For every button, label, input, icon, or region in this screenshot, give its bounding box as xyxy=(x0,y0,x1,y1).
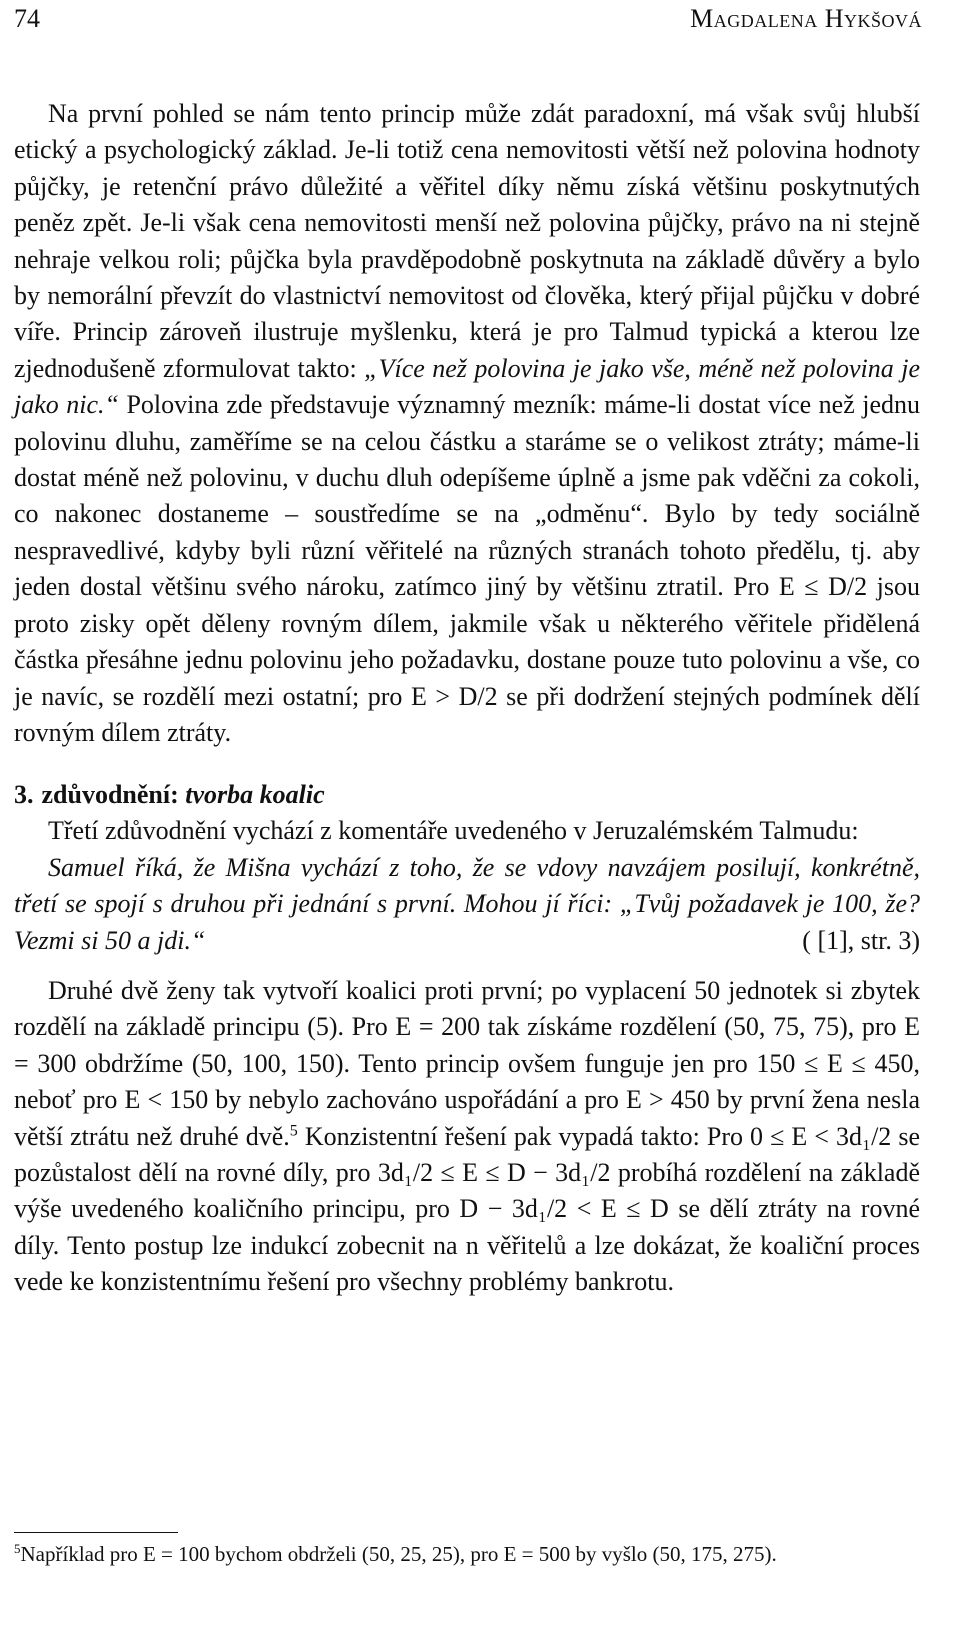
running-head-author: Magdalena Hykšová xyxy=(690,4,922,33)
paragraph-text-continued: Polovina zde představuje významný mezník: máme-li dostat více než jednu polovinu dluhu, zaměříme se na celou částku a staráme se o velikost ztráty; máme-li dostat méně než polovinu, v duchu dluh odepíšeme úplně a jsme pak vděčni za cokoli, co nakonec dostaneme – soustředíme se na „odměnu“. Bylo by tedy sociálně nespravedlivé, kdyby byli různí věřitelé na různých stranách tohoto předělu, tj. aby jeden dostal většinu svého nároku, zatímco jiný by většinu ztratil. Pro E ≤ D/2 jsou proto zisky opět děleny rovným dílem, jakmile však u některého věřitele přidělená částka přesáhne jednu polovinu jeho požadavku, dostane pouze tuto polovinu a vše, co je navíc, se rozdělí mezi ostatní; pro E > D/2 se při dodržení stejných podmínek dělí rovným dílem ztráty. xyxy=(14,390,920,747)
talmud-quote xyxy=(14,850,920,959)
running-header xyxy=(14,4,922,34)
paragraph-text-continued: Konzistentní řešení pak vypadá takto: Pro 0 ≤ E < 3d₁/2 se pozůstalost dělí na rovné díly, pro 3d₁/2 ≤ E ≤ D − 3d₁/2 probíhá rozdělení na základě výše uvedeného koaličního principu, pro D − 3d₁/2 < E ≤ D se dělí ztráty na rovné díly. Tento postup lze indukcí zobecnit na n věřitelů a lze dokázat, že koaliční proces vede ke konzistentnímu řešení pro všechny problémy bankrotu. xyxy=(14,1121,920,1297)
paragraph-text: Na první pohled se nám tento princip může zdát paradoxní, má však svůj hlubší etický a psychologický základ. Je-li totiž cena nemovitosti větší než polovina hodnoty půjčky, je retenční právo důležité a věřitel díky němu získá většinu poskytnutých peněz zpět. Je-li však cena nemovitosti menší než polovina půjčky, právo na ni stejně nehraje velkou roli; půjčka byla pravděpodobně poskytnuta na základě důvěry a bylo by nemorální převzít do vlastnictví nemovitost od člověka, který přijal půjčku v dobré víře. Princip zároveň ilustruje myšlenku, která je pro Talmud typická a kterou lze zjednodušeně zformulovat takto: xyxy=(14,99,920,383)
italic-maxim: „Více než polovina je jako vše, méně než polovina je jako nic.“ xyxy=(14,353,920,420)
footnote-text: Například pro E = 100 bychom obdrželi (50, 25, 25), pro E = 500 by vyšlo (50, 175, 275). xyxy=(20,1542,777,1566)
footnote-reference[interactable]: 5 xyxy=(289,1121,298,1139)
paragraph-text: Druhé dvě ženy tak vytvoří koalici proti první; po vyplacení 50 jednotek si zbytek rozdělí na základě principu (5). Pro E = 200 tak získáme rozdělení (50, 75, 75), pro E = 300 obdržíme (50, 100, 150). Tento princip ovšem funguje jen pro 150 ≤ E ≤ 450, neboť pro E < 150 by nebylo zachováno uspořádání a pro E > 450 by první žena nesla větší ztrátu než druhé dvě. xyxy=(14,975,920,1151)
footnote-divider xyxy=(14,1532,178,1533)
section-title-bold: zdůvodnění: xyxy=(41,780,179,810)
page-number: 74 xyxy=(14,4,40,33)
section-title-italic: tvorba koalic xyxy=(185,780,325,810)
paragraph-talmud-principle xyxy=(14,96,920,751)
section-heading xyxy=(14,777,920,813)
section-number: 3. xyxy=(14,780,34,810)
quote-citation: ( [1], str. 3) xyxy=(802,925,920,955)
main-text xyxy=(14,96,920,1301)
paragraph-third-justification: Třetí zdůvodnění vychází z komentáře uvedeného v Jeruzalémském Talmudu: xyxy=(48,816,859,846)
paragraph-coalition xyxy=(14,973,920,1301)
quote-text: Samuel říká, že Mišna vychází z toho, že se vdovy navzájem posilují, konkrétně, třetí se spojí s druhou při jednání s první. Mohou jí říci: „Tvůj požadavek je 100, že? Vezmi si 50 a jdi.“ xyxy=(14,852,920,955)
footnote-mark: 5 xyxy=(14,1541,21,1556)
footnote xyxy=(14,1540,920,1568)
